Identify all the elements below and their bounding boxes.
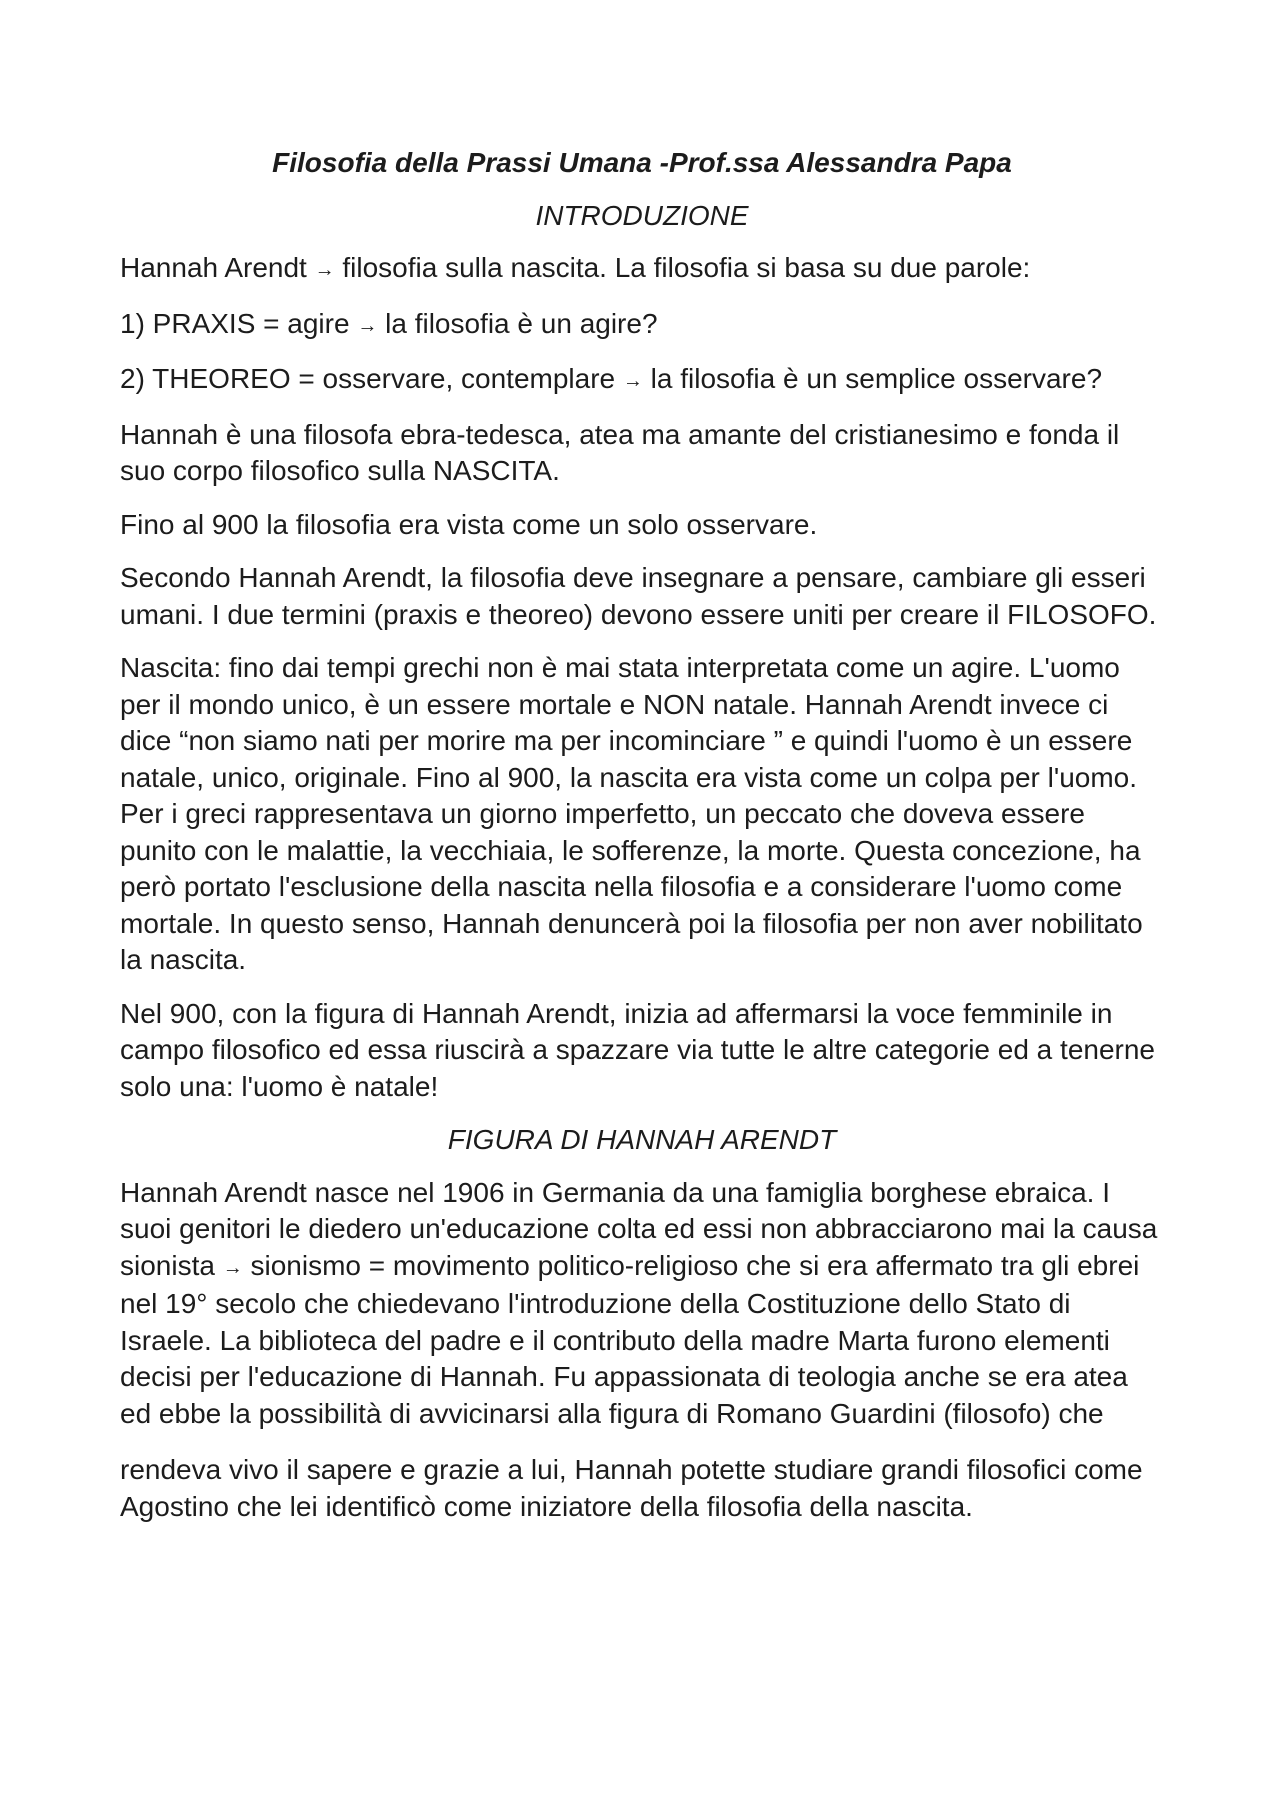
paragraph-nel-900: Nel 900, con la figura di Hannah Arendt, inizia ad affermarsi la voce femminile in campo filosofico ed essa riuscirà a spazzare via tutte le altre categorie ed a tenerne solo una: l'uomo è natale! [120, 997, 1156, 1102]
paragraph-secondo-arendt: Secondo Hannah Arendt, la filosofia deve insegnare a pensare, cambiare gli esseri umani. I due termini (praxis e theoreo) devono essere uniti per creare il FILOSOFO. [120, 562, 1157, 630]
document-title: Filosofia della Prassi Umana -Prof.ssa Alessandra Papa [272, 147, 1012, 178]
paragraph-nascita: Nascita: fino dai tempi grechi non è mai stata interpretata come un agire. L'uomo per il mondo unico, è un essere mortale e NON natale. Hannah Arendt invece ci dice “non siamo nati per morire ma per incominciare ” e quindi l'uomo è un essere natale, unico, originale. Fino al 900, la nascita era vista come un colpa per l'uomo. Per i greci rappresentava un giorno imperfetto, un peccato che doveva essere punito con le malattie, la vecchiaia, le sofferenze, la morte. Questa concezione, ha però portato l'esclusione della nascita nella filosofia e a considerare l'uomo come mortale. In questo senso, Hannah denuncerà poi la filosofia per non aver nobilitato la nascita. [120, 652, 1143, 975]
right-arrow-icon: → [622, 370, 643, 392]
paragraph-theoreo [120, 361, 1160, 400]
right-arrow-icon: → [314, 259, 335, 281]
text-segment: filosofia sulla nascita. La filosofia si basa su due parole: [334, 252, 1031, 283]
right-arrow-icon: → [357, 314, 378, 337]
paragraph-biografia [120, 1175, 1160, 1433]
section-heading-figura: FIGURA DI HANNAH ARENDT [447, 1124, 837, 1155]
paragraph-intro-1 [120, 250, 1160, 289]
text-segment: 2) THEOREO = osservare, contemplare [120, 363, 623, 394]
text-segment: la filosofia è un semplice osservare? [642, 363, 1103, 394]
text-segment: sionismo = movimento politico-religioso che si era affermato tra gli ebrei nel 19° secolo che chiedevano l'introduzione della Costituzione dello Stato di Israele. La biblioteca del padre e il contributo della madre Marta furono elementi decisi per l'educazione di Hannah. Fu appassionata di teologia anche se era atea ed ebbe la possibilità di avvicinarsi alla figura di Romano Guardini (filosofo) che [120, 1249, 1140, 1429]
section-heading-introduzione: INTRODUZIONE [535, 199, 749, 231]
text-segment: 1) PRAXIS = agire [120, 307, 358, 339]
document-page [120, 145, 1160, 1542]
text-segment: la filosofia è un agire? [377, 307, 658, 339]
paragraph-fino-al-900: Fino al 900 la filosofia era vista come un solo osservare. [120, 508, 818, 540]
right-arrow-icon: → [222, 1256, 243, 1279]
paragraph-guardini: rendeva vivo il sapere e grazie a lui, Hannah potette studiare grandi filosofici come Agostino che lei identificò come iniziatore della filosofia della nascita. [120, 1454, 1143, 1522]
paragraph-hannah-filosofa: Hannah è una filosofa ebra-tedesca, atea ma amante del cristianesimo e fonda il suo corpo filosofico sulla NASCITA. [120, 418, 1120, 486]
text-segment: Hannah Arendt nasce nel 1906 in Germania da una famiglia borghese ebraica. I suoi genitori le diedero un'educazione colta ed essi non abbracciarono mai la causa sionista [120, 1176, 1158, 1281]
paragraph-praxis [120, 306, 1160, 345]
text-segment: Hannah Arendt [120, 252, 315, 283]
